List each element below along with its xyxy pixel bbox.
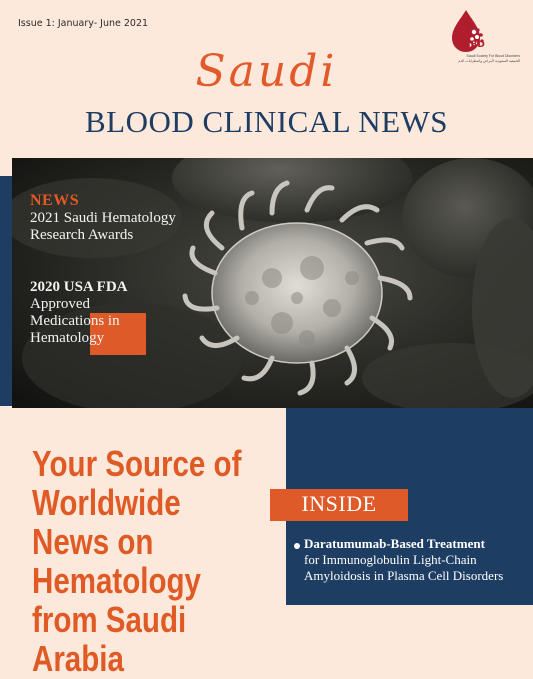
logo-subtitle-ar: الجمعية السعودية لأمراض واضطرابات الدم: [458, 59, 520, 63]
news-item-fda-heading: 2020 USA FDA: [30, 279, 128, 295]
bullet-icon: [294, 543, 300, 549]
logo-text: SSBD: [458, 40, 485, 50]
inside-item-title: Daratumumab-Based Treatment: [304, 536, 485, 551]
news-label: NEWS: [30, 192, 80, 209]
issue-label: Issue 1: January- June 2021: [18, 18, 149, 29]
news-item-awards: 2021 Saudi Hematology Research Awards: [30, 210, 176, 243]
masthead-script-word: Saudi: [195, 46, 338, 97]
inside-item-description: for Immunoglobulin Light-Chain Amyloidosis in Plasma Cell Disorders: [304, 552, 504, 583]
inside-label: INSIDE: [301, 491, 377, 516]
news-item-fda: Approved Medications in Hematology: [30, 296, 120, 346]
tagline: Your Source of Worldwide News on Hematology from Saudi Arabia: [32, 443, 242, 679]
logo-subtitle-en: Saudi Society For Blood Disorders: [466, 54, 520, 58]
masthead-title: BLOOD CLINICAL NEWS: [84, 104, 449, 139]
